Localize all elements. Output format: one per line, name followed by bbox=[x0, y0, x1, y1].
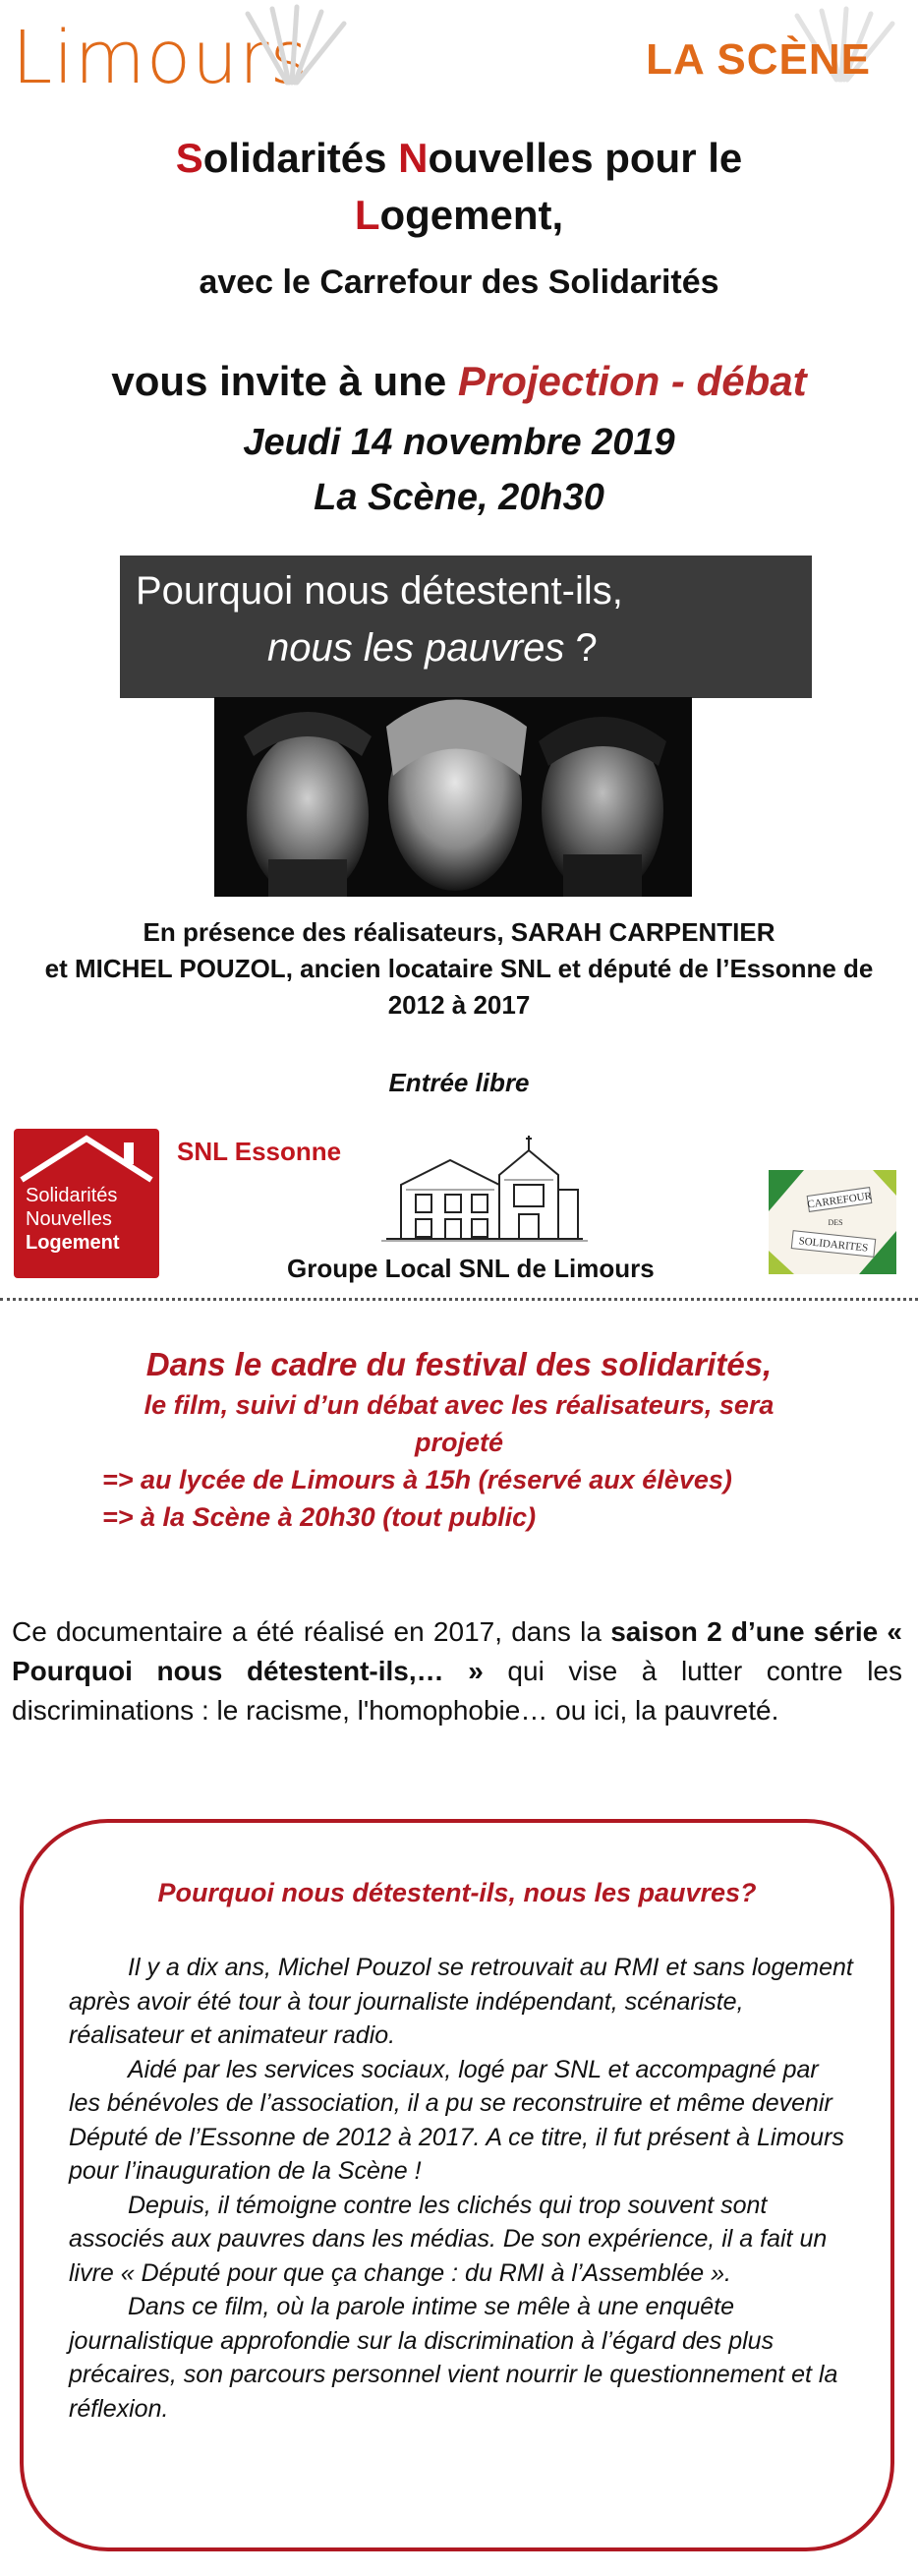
presence-line: 2012 à 2017 bbox=[387, 990, 531, 1020]
local-group-label: Groupe Local SNL de Limours bbox=[287, 1254, 655, 1283]
carrefour-logo bbox=[765, 1162, 902, 1282]
festival-block bbox=[0, 1343, 918, 1536]
film-title-qmark: ? bbox=[564, 626, 598, 670]
film-title-box bbox=[120, 556, 812, 698]
synopsis-body bbox=[69, 1951, 855, 2426]
presence-text bbox=[0, 914, 918, 1024]
title-text: olidarités bbox=[202, 135, 399, 181]
snl-essonne-label: SNL Essonne bbox=[177, 1137, 342, 1166]
festival-line: le film, suivi d’un débat avec les réalisateurs, sera bbox=[143, 1390, 775, 1420]
title-text: ogement, bbox=[379, 192, 564, 238]
building-sketch-image bbox=[381, 1131, 588, 1249]
film-poster-photo bbox=[214, 697, 692, 897]
snl-logo bbox=[14, 1129, 159, 1278]
festival-line: => à la Scène à 20h30 (tout public) bbox=[102, 1502, 537, 1532]
house-roof-icon bbox=[14, 1129, 159, 1188]
title-initial: L bbox=[354, 192, 380, 238]
festival-line: => au lycée de Limours à 15h (réservé aux élèves) bbox=[102, 1465, 732, 1494]
presence-line: En présence des réalisateurs, SARAH CARPENTIER bbox=[143, 917, 775, 947]
partner-line: avec le Carrefour des Solidarités bbox=[199, 263, 719, 301]
presence-line: et MICHEL POUZOL, ancien locataire SNL et député de l’Essonne de bbox=[44, 954, 874, 983]
venue-title: LA SCÈNE bbox=[646, 35, 871, 84]
title-initial: S bbox=[175, 135, 203, 181]
festival-line: projeté bbox=[414, 1428, 504, 1457]
synopsis-paragraph: Dans ce film, où la parole intime se mêle à une enquête journalistique approfondie sur la discrimination à l’égard des plus précaires, son parcours personnel vient nourrir le questionnement et la réflexion. bbox=[69, 2293, 838, 2423]
snl-logo-text bbox=[26, 1184, 120, 1255]
synopsis-paragraph: Il y a dix ans, Michel Pouzol se retrouvait au RMI et sans logement après avoir été tour à tour journaliste indépendant, scénariste, réalisateur et animateur radio. bbox=[69, 1954, 853, 2049]
fan-ornament-icon bbox=[228, 4, 356, 92]
snl-logo-line: Nouvelles bbox=[26, 1208, 112, 1230]
invite-lead: vous invite à une bbox=[111, 358, 458, 404]
event-date: Jeudi 14 novembre 2019 bbox=[243, 422, 675, 463]
festival-heading: Dans le cadre du festival des solidarités, bbox=[145, 1346, 773, 1382]
event-datetime bbox=[0, 415, 918, 525]
description-paragraph bbox=[12, 1612, 902, 1730]
organizer-title bbox=[0, 130, 918, 244]
section-divider bbox=[0, 1298, 918, 1301]
synopsis-title: Pourquoi nous détestent-ils, nous les pauvres? bbox=[157, 1878, 757, 1907]
carrefour-top-text: CARREFOUR bbox=[806, 1190, 873, 1211]
event-type: Projection - débat bbox=[457, 358, 807, 404]
film-title-line1: Pourquoi nous détestent-ils, bbox=[136, 569, 623, 613]
carrefour-mid-text: DES bbox=[828, 1218, 843, 1227]
snl-logo-line: Solidarités bbox=[26, 1185, 118, 1206]
limours-logo-text: Limours bbox=[12, 16, 310, 100]
synopsis-paragraph: Aidé par les services sociaux, logé par SNL et accompagné par les bénévoles de l’association, il a pu se reconstruire et même devenir Député de l’Essonne de 2012 à 2017. A ce titre, il fut présent à Limours pour l’inauguration de la Scène ! bbox=[69, 2055, 844, 2185]
film-title-italic: nous les pauvres bbox=[267, 626, 565, 670]
film-title-line2 bbox=[267, 626, 598, 671]
snl-logo-line: Logement bbox=[26, 1232, 120, 1254]
synopsis-box bbox=[20, 1819, 894, 2551]
invite-line bbox=[0, 358, 918, 405]
title-initial: N bbox=[398, 135, 429, 181]
title-text: ouvelles pour le bbox=[428, 135, 743, 181]
limours-logo bbox=[12, 16, 310, 100]
description-bold: saison 2 d’une série « Pourquoi nous détestent-ils,… » bbox=[12, 1616, 902, 1686]
description-text: qui vise à lutter contre les discriminations : le racisme, l'homophobie… ou ici, la pauvreté. bbox=[12, 1656, 902, 1726]
event-place-time: La Scène, 20h30 bbox=[314, 477, 604, 518]
synopsis-paragraph: Depuis, il témoigne contre les clichés qui trop souvent sont associés aux pauvres dans les médias. De son expérience, il a fait un livre « Député pour que ça change : du RMI à l’Assemblée ». bbox=[69, 2191, 828, 2287]
entry-free: Entrée libre bbox=[388, 1068, 530, 1097]
carrefour-bottom-text: SOLIDARITES bbox=[798, 1235, 869, 1255]
description-text: Ce documentaire a été réalisé en 2017, dans la bbox=[12, 1616, 611, 1647]
portraits-image bbox=[214, 697, 692, 897]
